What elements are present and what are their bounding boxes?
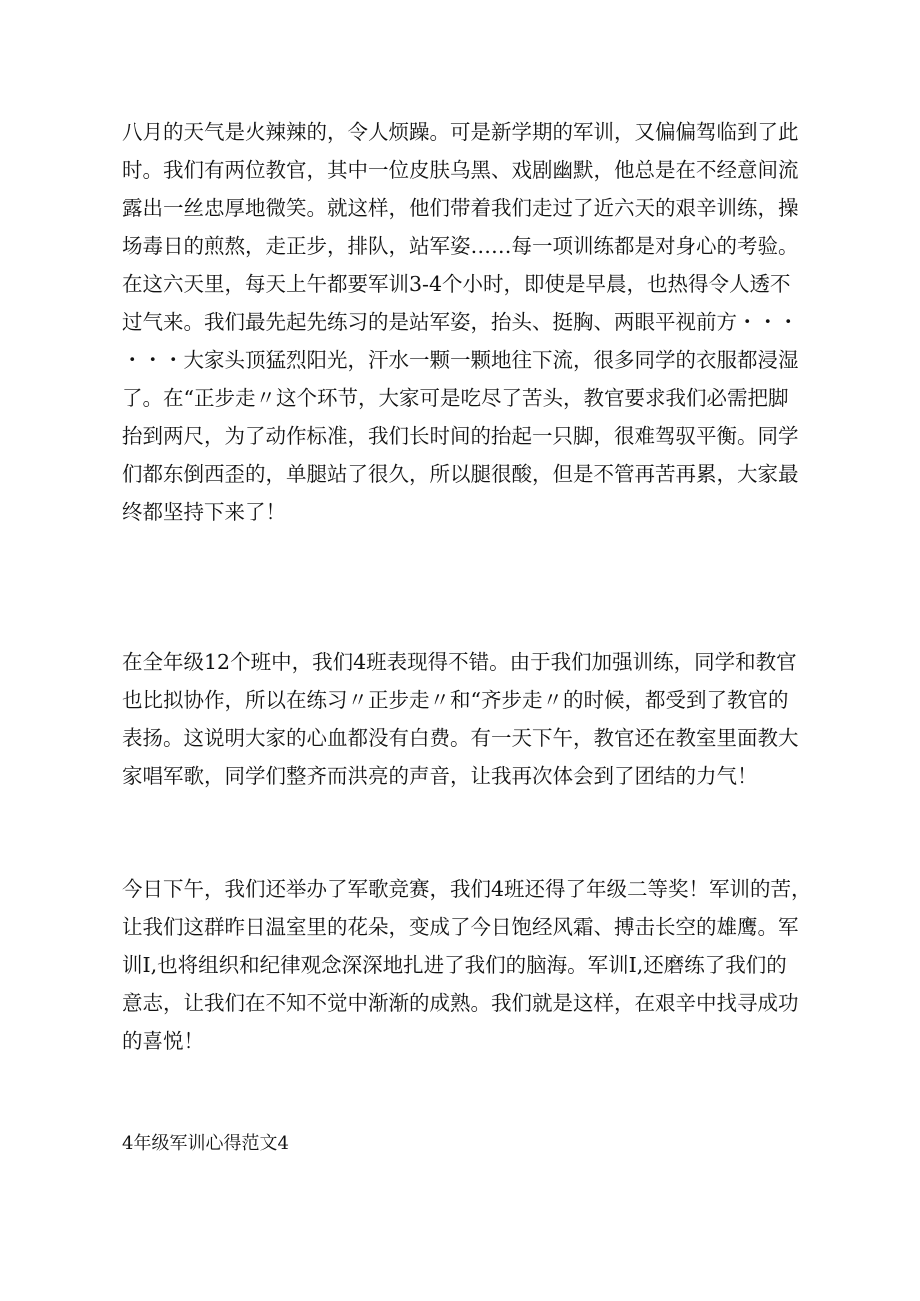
text-line: 终都坚持下来了！ <box>122 500 286 524</box>
text-line: 让我们这群昨日温室里的花朵，变成了今日饱经风霜、搏击长空的雄鹰。军 <box>122 915 799 939</box>
text-line: 今日下午，我们还举办了军歌竞赛，我们4班还得了年级二等奖！军训的苦， <box>122 877 812 901</box>
text-line: 过气来。我们最先起先练习的是站军姿，抬头、挺胸、两眼平视前方・・・ <box>122 310 799 334</box>
text-line: 家唱军歌，同学们整齐而洪亮的声音，让我再次体会到了团结的力气！ <box>122 764 758 788</box>
text-line: 抬到两尺，为了动作标准，我们长时间的抬起一只脚，很难驾驭平衡。同学 <box>122 424 799 448</box>
paragraph-3 <box>122 870 812 1060</box>
paragraph-1 <box>122 113 802 531</box>
text-line: 表扬。这说明大家的心血都没有白费。有一天下午，教官还在教室里面教大 <box>122 726 799 750</box>
text-line: 也比拟协作，所以在练习〃正步走〃和“齐步走〃的时候，都受到了教官的 <box>122 688 789 712</box>
text-line: 时。我们有两位教官，其中一位皮肤乌黑、戏剧幽默，他总是在不经意间流 <box>122 158 799 182</box>
paragraph-2 <box>122 643 802 795</box>
text-line: 意志，让我们在不知不觉中渐渐的成熟。我们就是这样，在艰辛中找寻成功 <box>122 991 799 1015</box>
text-line: 了。在“正步走〃这个环节，大家可是吃尽了苦头，教官要求我们必需把脚 <box>122 386 789 410</box>
text-line: 场毒日的煎熬，走正步，排队，站军姿……每一项训练都是对身心的考验。 <box>122 234 799 258</box>
text-line: 们都东倒西歪的，单腿站了很久，所以腿很酸，但是不管再苦再累，大家最 <box>122 462 799 486</box>
text-line: 训I,也将组织和纪律观念深深地扎进了我们的脑海。军训I,还磨练了我们的 <box>122 953 787 977</box>
text-line: 在这六天里，每天上午都要军训3-4个小时，即使是早晨，也热得令人透不 <box>122 272 791 296</box>
text-line: 的喜悦！ <box>122 1029 204 1053</box>
text-line: 八月的天气是火辣辣的，令人烦躁。可是新学期的军训，又偏偏驾临到了此 <box>122 120 799 144</box>
section-heading: 4年级军训心得范文4 <box>122 1133 289 1154</box>
text-line: ・・・大家头顶猛烈阳光，汗水一颗一颗地往下流，很多同学的衣服都浸湿 <box>122 348 799 372</box>
text-line: 露出一丝忠厚地微笑。就这样，他们带着我们走过了近六天的艰辛训练，操 <box>122 196 799 220</box>
text-line: 在全年级12个班中，我们4班表现得不错。由于我们加强训练，同学和教官 <box>122 650 797 674</box>
